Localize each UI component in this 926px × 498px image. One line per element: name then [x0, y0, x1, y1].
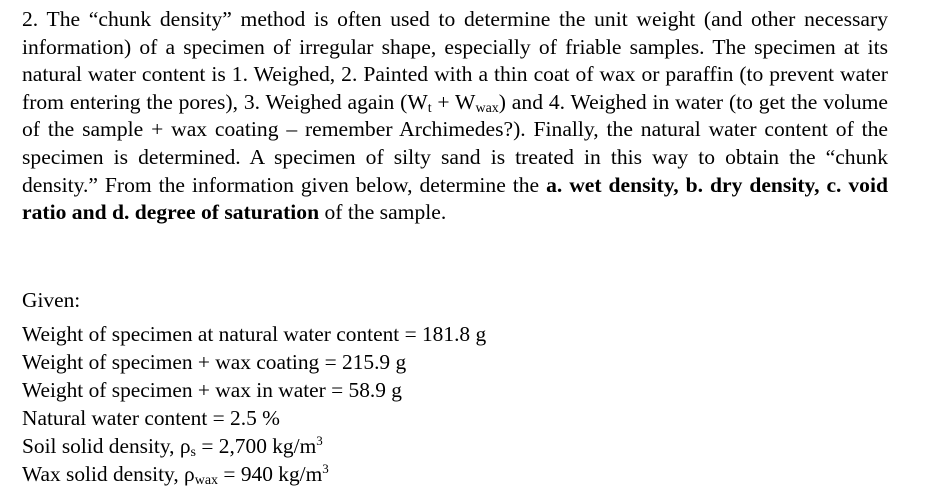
problem-text-part-2: ) and 4. Weighed in water (to get the volume of the sample + wax coating – remember Archimedes?). Finally, the natural water content of the specimen is determined. A specimen of silty sand is treated in this way to obtain the “chunk density.” From the information given below, determine the	[22, 89, 888, 197]
soil-density-subscript: s	[190, 445, 196, 460]
problem-text-part-3: of the sample.	[319, 200, 447, 225]
problem-statement	[22, 6, 888, 227]
given-weight-wax-coating: Weight of specimen + wax coating = 215.9 g	[22, 350, 407, 374]
soil-density-label: Soil solid density, ρ	[22, 434, 191, 458]
given-weight-natural: Weight of specimen at natural water content = 181.8 g	[22, 322, 487, 346]
given-heading: Given:	[22, 288, 81, 312]
given-wax-density	[22, 460, 486, 488]
problem-text-plus: + W	[431, 89, 476, 114]
wax-density-value: = 940 kg/m	[218, 462, 323, 486]
given-weight-in-water: Weight of specimen + wax in water = 58.9 g	[22, 378, 403, 402]
wax-density-subscript: wax	[194, 473, 219, 488]
problem-text-part-1: The “chunk density” method is often used to determine the unit weight (and other necessary information) of a specimen of irregular shape, especially of friable samples. The specimen at its natural water content is 1. Weighed, 2. Painted with a thin coat of wax or paraffin (to prevent water from entering the pores), 3. Weighed again (W	[22, 7, 888, 114]
problem-bold-tasks: a. wet density, b. dry density, c. void ratio and d. degree of saturation	[22, 172, 888, 225]
given-section	[22, 286, 486, 488]
soil-density-value: = 2,700 kg/m	[196, 434, 317, 458]
soil-density-superscript: 3	[316, 433, 323, 448]
subscript-t: t	[427, 100, 432, 116]
given-water-content: Natural water content = 2.5 %	[22, 406, 280, 430]
given-soil-density	[22, 432, 486, 460]
problem-number: 2.	[22, 7, 39, 31]
subscript-wax: wax	[475, 100, 499, 116]
wax-density-superscript: 3	[322, 461, 329, 476]
wax-density-label: Wax solid density, ρ	[22, 462, 195, 486]
